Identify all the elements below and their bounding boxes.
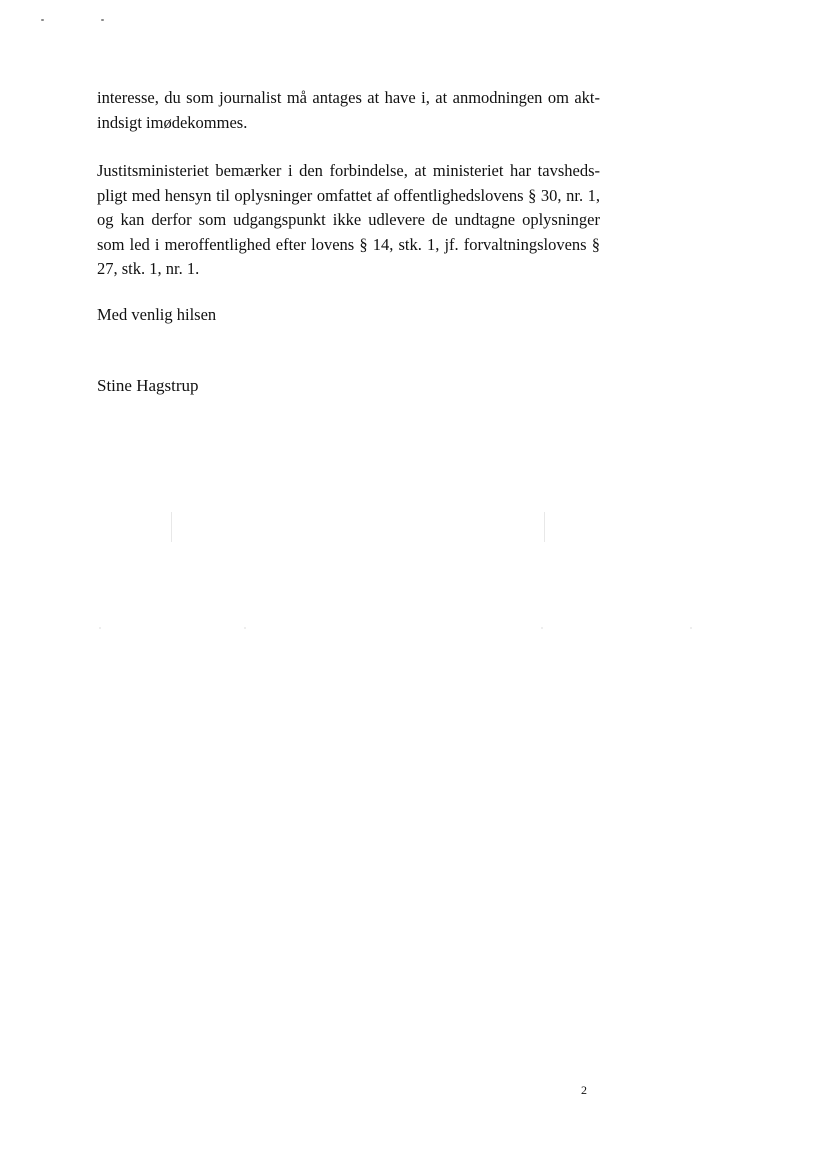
- paragraph-access-request: [97, 86, 600, 135]
- scan-artifact-dot: [244, 627, 246, 629]
- scan-artifact-mark: [101, 19, 104, 21]
- scan-artifact-dot: [99, 627, 101, 629]
- signature-name: Stine Hagstrup: [97, 376, 199, 395]
- paragraph-line: Justitsministeriet bemærker i den forbindelse, at ministeriet har tavsheds-: [97, 161, 600, 180]
- paragraph-line: indsigt imødekommes.: [97, 112, 248, 132]
- paragraph-confidentiality: [97, 159, 600, 282]
- paragraph-line: interesse, du som journalist må antages at have i, at anmodningen om akt-: [97, 88, 600, 107]
- page-number: 2: [581, 1083, 587, 1097]
- paragraph-line: 27, stk. 1, nr. 1.: [97, 259, 200, 278]
- paragraph-line: som led i meroffentlighed efter lovens § 14, stk. 1, jf. forvaltningslovens §: [97, 234, 600, 254]
- scan-artifact-dot: [541, 627, 543, 629]
- closing-phrase: Med venlig hilsen: [97, 305, 217, 324]
- paragraph-line: pligt med hensyn til oplysninger omfattet af offentlighedslovens § 30, nr. 1,: [97, 185, 600, 205]
- scan-artifact-mark: [41, 19, 44, 21]
- scan-artifact-line: [171, 512, 172, 542]
- scan-artifact-line: [544, 512, 545, 542]
- scan-artifact-dot: [690, 627, 692, 629]
- paragraph-line: og kan derfor som udgangspunkt ikke udlevere de undtagne oplysninger: [97, 210, 600, 229]
